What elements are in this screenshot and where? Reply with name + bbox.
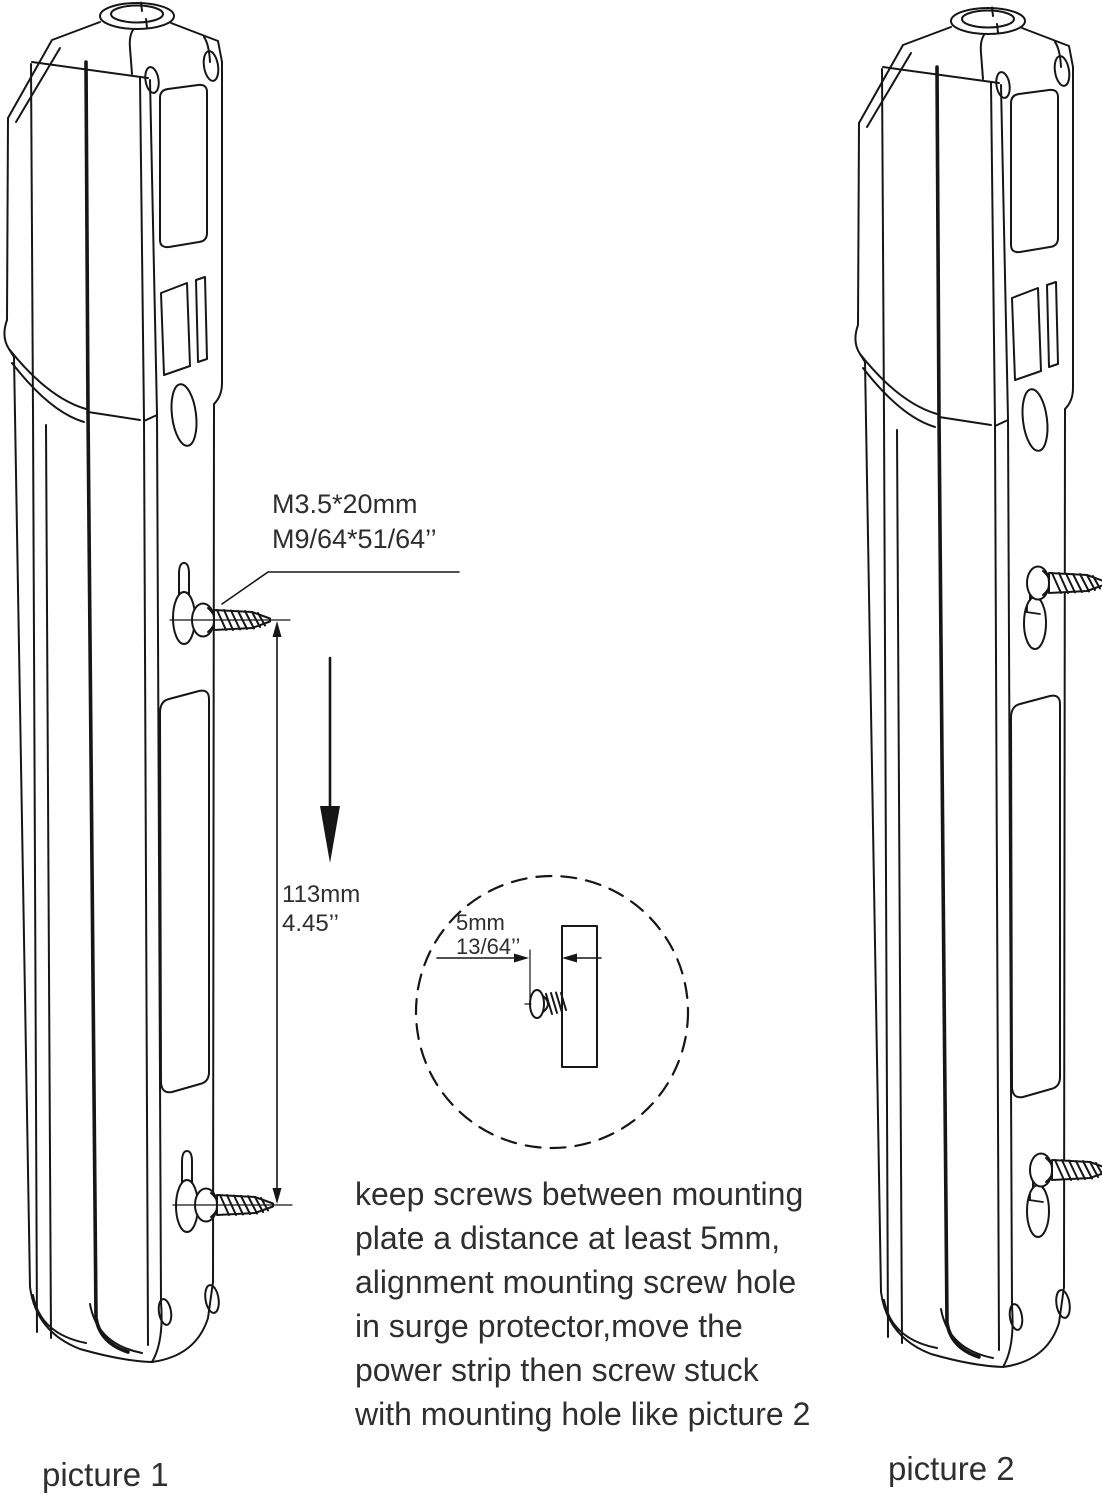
distance-imperial: 4.45’’ (282, 910, 339, 937)
dimension-line-113mm (273, 621, 282, 1204)
distance-label-113mm (282, 880, 360, 938)
wall-plate (562, 926, 597, 1067)
screw-spec-imperial: M9/64*51/64’’ (272, 524, 437, 554)
screw-spec-leader-line (222, 572, 459, 604)
distance-metric: 113mm (282, 881, 361, 908)
instruction-line: with mounting hole like picture 2 (355, 1396, 811, 1432)
gap-label-5mm (456, 911, 520, 959)
caption-picture-1: picture 1 (42, 1456, 169, 1493)
screw-in-wall (525, 990, 566, 1018)
instruction-line: plate a distance at least 5mm, (355, 1220, 781, 1256)
caption-picture-2: picture 2 (888, 1450, 1015, 1487)
engaged-screw-bottom (1030, 1154, 1102, 1187)
gap-imperial: 13/64’’ (456, 934, 521, 959)
instruction-paragraph (355, 1172, 810, 1436)
surge-protector-picture-2 (855, 8, 1102, 1368)
screw-spec-metric: M3.5*20mm (272, 489, 418, 519)
instruction-line: power strip then screw stuck (355, 1352, 759, 1388)
gap-metric: 5mm (456, 910, 505, 935)
move-down-arrow-icon (320, 658, 340, 863)
instruction-line: keep screws between mounting (355, 1176, 804, 1212)
instruction-line: alignment mounting screw hole (355, 1264, 797, 1300)
surge-protector-picture-1 (4, 3, 292, 1363)
screw-spec-label (272, 487, 437, 557)
instruction-line: in surge protector,move the (355, 1308, 743, 1344)
